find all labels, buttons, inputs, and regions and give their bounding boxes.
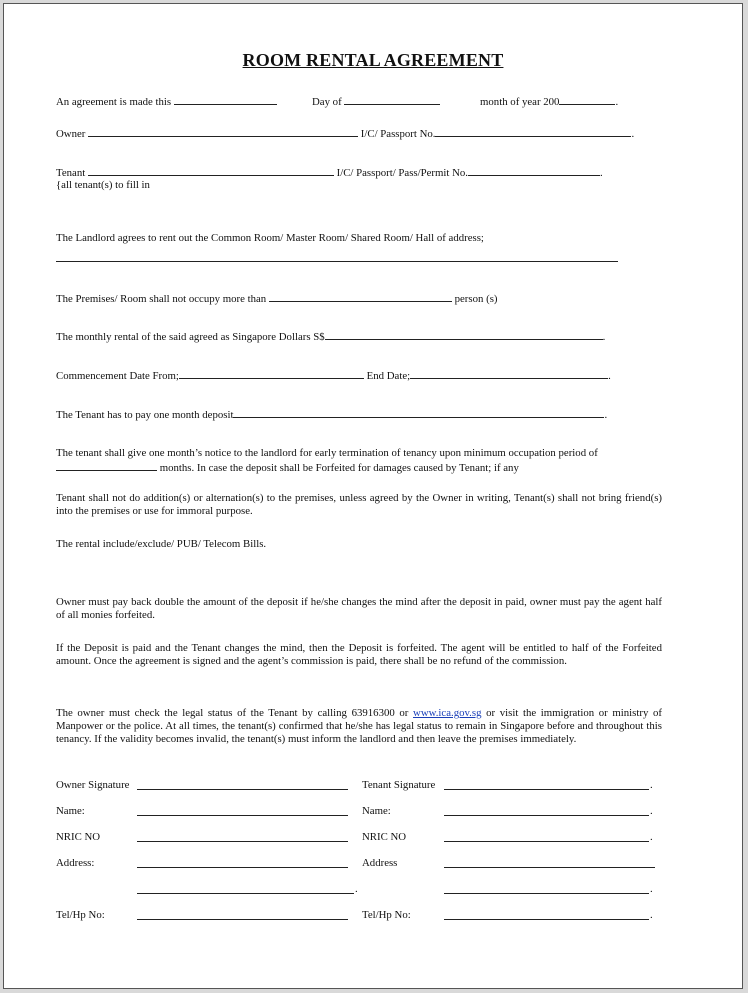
tenant-nric-field[interactable]: [444, 841, 649, 842]
owner-end: .: [631, 128, 635, 140]
legal-after: or visit the immigration or ministry of Manpower or the police. At all times, the tenant(s) confirmed that he/she has legal status to remain in Singapore before and throughout this tenancy. If the validity becomes invalid, the tenant(s) must inform the landlord and then leave the premises immediately.: [56, 707, 662, 746]
tenant-name-label: Name:: [362, 805, 391, 817]
additions-paragraph: Tenant shall not do addition(s) or alternation(s) to the premises, unless agreed by the Owner in writing, Tenant(s) shall not bring friend(s) into the premises or use for immoral purpose.: [56, 492, 662, 518]
occupancy-label: The Premises/ Room shall not occupy more than: [56, 293, 267, 305]
occupancy-line: [56, 291, 498, 306]
ica-link[interactable]: www.ica.gov.sg: [413, 707, 482, 719]
occupancy-suffix: person (s): [454, 293, 498, 305]
tenant-label: Tenant: [56, 167, 86, 179]
commencement-end: .: [608, 370, 611, 382]
address-field[interactable]: [56, 261, 618, 262]
year-field[interactable]: [559, 94, 615, 105]
document-title: ROOM RENTAL AGREEMENT: [242, 50, 504, 70]
forfeit-paragraph: If the Deposit is paid and the Tenant changes the mind, then the Deposit is forfeited. The agent will be entitled to half of the Forfeited amount. Once the agreement is signed and the agent’s commission is paid, there shall be no refund of the commission.: [56, 642, 662, 668]
agreement-day-field[interactable]: [174, 94, 277, 105]
legal-before: The owner must check the legal status of the Tenant by calling 63916300 or: [56, 707, 409, 719]
intro-end: .: [615, 96, 619, 108]
deposit-label: The Tenant has to pay one month deposit: [56, 409, 234, 421]
owner-signature-label: Owner Signature: [56, 779, 130, 791]
tenant-tel-field[interactable]: [444, 919, 649, 920]
owner-name-sign-field[interactable]: [137, 815, 348, 816]
tenant-nric-dot: .: [650, 831, 653, 843]
document-page: [3, 3, 743, 989]
tenant-id-label: I/C/ Passport/ Pass/Permit No.: [336, 167, 469, 179]
deposit-field[interactable]: [233, 407, 604, 418]
tenant-address-label: Address: [362, 857, 398, 869]
owner-name-label: Name:: [56, 805, 85, 817]
owner-tel-field[interactable]: [137, 919, 348, 920]
tenant-address-field-1[interactable]: [444, 867, 655, 868]
landlord-agrees-text: The Landlord agrees to rent out the Common Room/ Master Room/ Shared Room/ Hall of address;: [56, 232, 484, 244]
tenant-line: [56, 165, 603, 180]
owner-address-field-2[interactable]: [137, 893, 354, 894]
owner-id-label: I/C/ Passport No.: [360, 128, 436, 140]
commencement-line: [56, 368, 611, 383]
tenant-tel-dot: .: [650, 909, 653, 921]
notice-part1: The tenant shall give one month’s notice to the landlord for early termination of tenancy upon minimum occupation period of: [56, 447, 598, 459]
rental-field[interactable]: [325, 329, 603, 340]
legal-status-paragraph: [56, 707, 662, 747]
tenant-id-field[interactable]: [468, 165, 600, 176]
month-line: [480, 94, 618, 109]
owner-name-field[interactable]: [88, 126, 358, 137]
tenant-name-field[interactable]: [88, 165, 334, 176]
day-line: [312, 94, 440, 109]
double-deposit-paragraph: Owner must pay back double the amount of the deposit if he/she changes the mind after the deposit in paid, owner must pay the agent half of all monies forfeited.: [56, 596, 662, 622]
tenant-tel-label: Tel/Hp No:: [362, 909, 411, 921]
rental-line: [56, 329, 605, 344]
agreement-label: An agreement is made this: [56, 96, 172, 108]
notice-part2: months. In case the deposit shall be Forfeited for damages caused by Tenant; if any: [159, 462, 519, 475]
day-label: Day of: [312, 96, 342, 108]
notice-paragraph: [56, 447, 662, 475]
tenant-address-field-2[interactable]: [444, 893, 649, 894]
owner-address-field-1[interactable]: [137, 867, 348, 868]
owner-nric-label: NRIC NO: [56, 831, 101, 843]
owner-id-field[interactable]: [435, 126, 631, 137]
commencement-end-field[interactable]: [410, 368, 608, 379]
day-field[interactable]: [344, 94, 440, 105]
owner-address-label: Address:: [56, 857, 95, 869]
owner-nric-field[interactable]: [137, 841, 348, 842]
tenant-address-dot: .: [650, 883, 653, 895]
tenant-name-dot: .: [650, 805, 653, 817]
owner-tel-label: Tel/Hp No:: [56, 909, 105, 921]
tenant-name-sign-field[interactable]: [444, 815, 649, 816]
commencement-from-field[interactable]: [179, 368, 364, 379]
owner-label: Owner: [56, 128, 86, 140]
owner-address-dot: .: [355, 883, 358, 895]
tenant-signature-label: Tenant Signature: [362, 779, 436, 791]
tenant-signature-dot: .: [650, 779, 653, 791]
tenant-end: .: [600, 167, 603, 179]
bills-paragraph: The rental include/exclude/ PUB/ Telecom Bills.: [56, 538, 267, 550]
tenant-nric-label: NRIC NO: [362, 831, 407, 843]
owner-line: [56, 126, 634, 141]
minimum-period-field[interactable]: [56, 460, 157, 471]
occupancy-field[interactable]: [269, 291, 452, 302]
month-year-label: month of year 200: [480, 96, 560, 108]
intro-line: [56, 94, 277, 109]
tenant-signature-field[interactable]: [444, 789, 649, 790]
deposit-line: [56, 407, 607, 422]
rental-end: .: [602, 331, 606, 343]
commencement-from-label: Commencement Date From;: [56, 370, 179, 382]
tenant-note: {all tenant(s) to fill in: [56, 179, 150, 191]
rental-label: The monthly rental of the said agreed as Singapore Dollars S$: [56, 331, 325, 343]
owner-signature-field[interactable]: [137, 789, 348, 790]
deposit-end: .: [604, 409, 608, 421]
commencement-end-label: End Date;: [366, 370, 411, 382]
